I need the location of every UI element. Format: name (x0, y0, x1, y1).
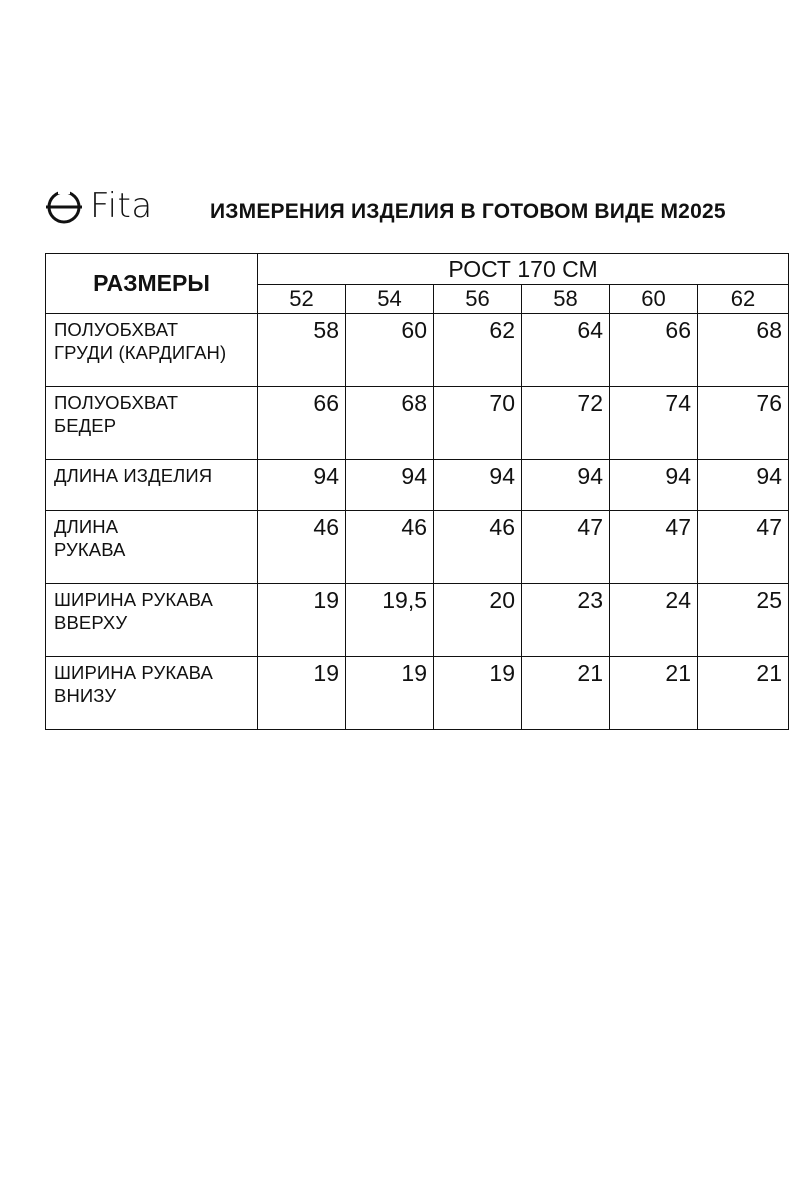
measurement-value: 94 (698, 460, 789, 511)
table-row (46, 387, 789, 460)
size-column-header: 62 (698, 285, 789, 314)
table-row (46, 657, 789, 730)
sizes-header: РАЗМЕРЫ (46, 254, 258, 314)
height-header: РОСТ 170 СМ (258, 254, 789, 285)
measurement-value: 21 (610, 657, 698, 730)
measurement-value: 23 (522, 584, 610, 657)
measurement-value: 70 (434, 387, 522, 460)
measurement-value: 19 (258, 657, 346, 730)
measurement-label: ШИРИНА РУКАВА ВВЕРХУ (46, 584, 258, 657)
fita-theta-logo-icon (44, 186, 84, 226)
measurement-value: 94 (610, 460, 698, 511)
table-row (46, 314, 789, 387)
measurement-value: 25 (698, 584, 789, 657)
size-column-header: 54 (346, 285, 434, 314)
brand-name: Fita (90, 186, 153, 226)
measurement-value: 19 (434, 657, 522, 730)
table-row (46, 511, 789, 584)
measurement-value: 94 (522, 460, 610, 511)
measurement-value: 47 (610, 511, 698, 584)
measurement-label: ПОЛУОБХВАТ БЕДЕР (46, 387, 258, 460)
measurement-value: 46 (258, 511, 346, 584)
page-title: ИЗМЕРЕНИЯ ИЗДЕЛИЯ В ГОТОВОМ ВИДЕ М2025 (210, 200, 726, 223)
measurement-value: 58 (258, 314, 346, 387)
measurement-label: ДЛИНА РУКАВА (46, 511, 258, 584)
measurement-value: 94 (434, 460, 522, 511)
size-column-header: 56 (434, 285, 522, 314)
measurement-value: 68 (698, 314, 789, 387)
page-header (0, 0, 800, 240)
size-column-header: 58 (522, 285, 610, 314)
measurement-value: 94 (346, 460, 434, 511)
brand-logo (44, 184, 184, 228)
measurement-value: 62 (434, 314, 522, 387)
measurement-value: 64 (522, 314, 610, 387)
measurement-value: 19 (258, 584, 346, 657)
size-chart-table (45, 253, 789, 730)
measurement-value: 47 (698, 511, 789, 584)
table-header-row (46, 254, 789, 285)
measurement-value: 66 (258, 387, 346, 460)
size-column-header: 60 (610, 285, 698, 314)
size-column-header: 52 (258, 285, 346, 314)
measurement-value: 76 (698, 387, 789, 460)
table-row (46, 460, 789, 511)
measurement-label: ШИРИНА РУКАВА ВНИЗУ (46, 657, 258, 730)
measurement-value: 24 (610, 584, 698, 657)
measurement-value: 66 (610, 314, 698, 387)
measurement-value: 94 (258, 460, 346, 511)
measurement-value: 46 (434, 511, 522, 584)
measurement-value: 19 (346, 657, 434, 730)
measurement-value: 47 (522, 511, 610, 584)
measurement-label: ПОЛУОБХВАТ ГРУДИ (КАРДИГАН) (46, 314, 258, 387)
measurement-value: 21 (522, 657, 610, 730)
table-row (46, 584, 789, 657)
measurement-value: 19,5 (346, 584, 434, 657)
measurement-value: 68 (346, 387, 434, 460)
measurement-label: ДЛИНА ИЗДЕЛИЯ (46, 460, 258, 511)
measurement-value: 60 (346, 314, 434, 387)
measurement-value: 21 (698, 657, 789, 730)
measurement-value: 74 (610, 387, 698, 460)
measurement-value: 72 (522, 387, 610, 460)
measurement-value: 20 (434, 584, 522, 657)
measurement-value: 46 (346, 511, 434, 584)
